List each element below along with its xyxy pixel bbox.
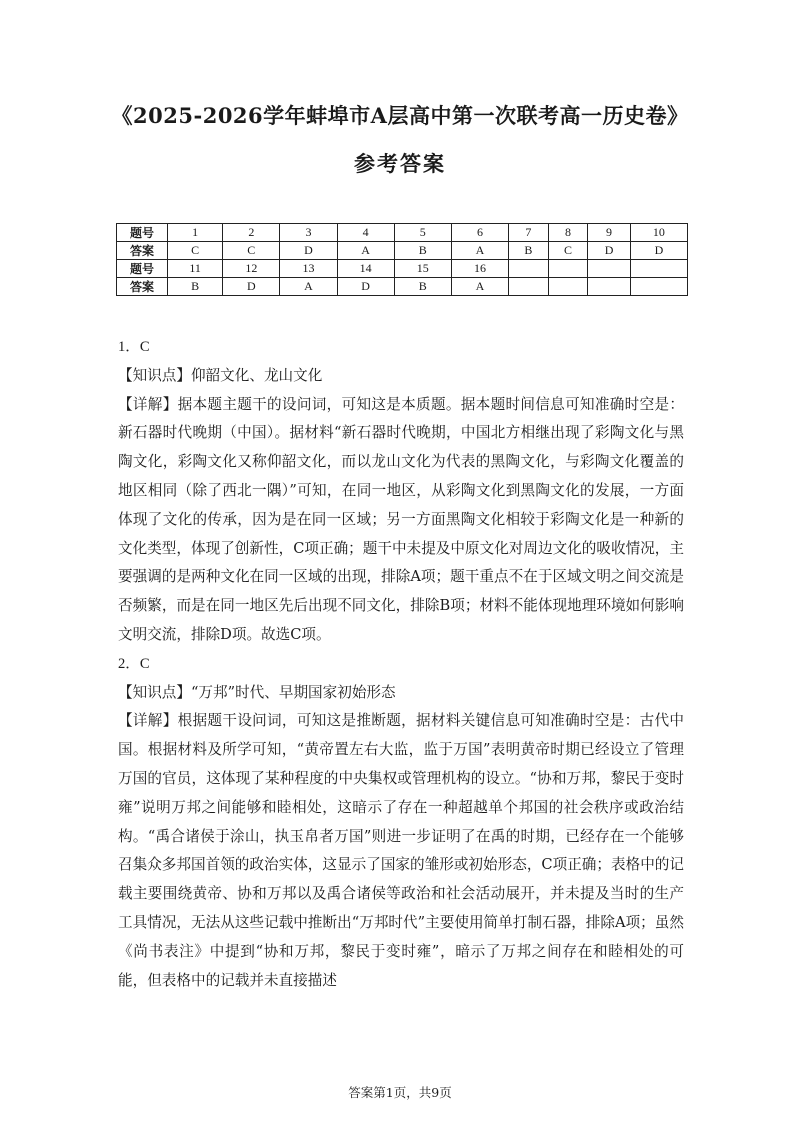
table-cell: 4 bbox=[337, 224, 394, 242]
table-cell: 9 bbox=[588, 224, 631, 242]
table-cell: A bbox=[451, 278, 508, 296]
table-cell: 6 bbox=[451, 224, 508, 242]
table-cell: B bbox=[394, 278, 451, 296]
table-cell: D bbox=[223, 278, 280, 296]
table-cell: 5 bbox=[394, 224, 451, 242]
row-header: 题号 bbox=[117, 260, 168, 278]
table-cell: 11 bbox=[168, 260, 223, 278]
table-cell: 8 bbox=[548, 224, 588, 242]
row-header: 答案 bbox=[117, 278, 168, 296]
table-cell bbox=[509, 278, 549, 296]
table-cell: 3 bbox=[280, 224, 337, 242]
table-row bbox=[117, 224, 688, 242]
table-cell bbox=[630, 260, 687, 278]
question-1-number: 1．C bbox=[118, 339, 150, 355]
document-title: 《2025-2026学年蚌埠市A层高中第一次联考高一历史卷》 bbox=[111, 103, 689, 128]
table-cell bbox=[588, 260, 631, 278]
table-cell: B bbox=[509, 242, 549, 260]
table-cell: D bbox=[337, 278, 394, 296]
table-cell: 7 bbox=[509, 224, 549, 242]
table-row bbox=[117, 260, 688, 278]
table-cell: 2 bbox=[223, 224, 280, 242]
table-cell: 15 bbox=[394, 260, 451, 278]
table-cell: A bbox=[337, 242, 394, 260]
question-1-knowledge-point: 【知识点】仰韶文化、龙山文化 bbox=[118, 366, 323, 384]
table-cell: D bbox=[630, 242, 687, 260]
table-cell: A bbox=[451, 242, 508, 260]
row-header: 答案 bbox=[117, 242, 168, 260]
table-cell: A bbox=[280, 278, 337, 296]
question-2-knowledge-point: 【知识点】“万邦”时代、早期国家初始形态 bbox=[118, 683, 396, 701]
table-cell: 14 bbox=[337, 260, 394, 278]
table-cell: C bbox=[548, 242, 588, 260]
table-cell bbox=[630, 278, 687, 296]
table-cell: 12 bbox=[223, 260, 280, 278]
answer-explanations bbox=[118, 333, 684, 995]
table-cell bbox=[509, 260, 549, 278]
table-row bbox=[117, 242, 688, 260]
table-cell bbox=[548, 260, 588, 278]
answer-table bbox=[116, 223, 688, 296]
document-subtitle: 参考答案 bbox=[354, 151, 446, 176]
table-cell: 10 bbox=[630, 224, 687, 242]
table-row bbox=[117, 278, 688, 296]
row-header: 题号 bbox=[117, 224, 168, 242]
table-cell: B bbox=[168, 278, 223, 296]
table-cell: C bbox=[168, 242, 223, 260]
table-cell bbox=[588, 278, 631, 296]
table-cell: 1 bbox=[168, 224, 223, 242]
table-cell: 13 bbox=[280, 260, 337, 278]
table-cell bbox=[548, 278, 588, 296]
table-cell: D bbox=[280, 242, 337, 260]
question-2-number: 2．C bbox=[118, 655, 150, 672]
page-footer: 答案第1页，共9页 bbox=[348, 1085, 452, 1100]
table-cell: 16 bbox=[451, 260, 508, 278]
question-1-detail: 【详解】据本题主题干的设问词，可知这是本质题。据本题时间信息可知准确时空是：新石器时代晚期（中国）。据材料“新石器时代晚期，中国北方相继出现了彩陶文化与黑陶文化，彩陶文化又称仰韶文化，而以龙山文化为代表的黑陶文化，与彩陶文化覆盖的地区相同（除了西北一隅）”可知，在同一地区，从彩陶文化到黑陶文化的发展，一方面体现了文化的传承，因为是在同一区域；另一方面黑陶文化相较于彩陶文化是一种新的文化类型，体现了创新性，C项正确；题干中未提及中原文化对周边文化的吸收情况，主要强调的是两种文化在同一区域的出现，排除A项；题干重点不在于区域文明之间交流是否频繁，而是在同一地区先后出现不同文化，排除B项；材料不能体现地理环境如何影响文明交流，排除D项。故选C项。 bbox=[118, 395, 684, 643]
table-cell: B bbox=[394, 242, 451, 260]
question-2-detail: 【详解】根据题干设问词，可知这是推断题，据材料关键信息可知准确时空是：古代中国。根据材料及所学可知，“黄帝置左右大监，监于万国”表明黄帝时期已经设立了管理万国的官员，这体现了某种程度的中央集权或管理机构的设立。“协和万邦，黎民于变时雍”说明万邦之间能够和睦相处，这暗示了存在一种超越单个邦国的社会秩序或政治结构。“禹合诸侯于涂山，执玉帛者万国”则进一步证明了在禹的时期，已经存在一个能够召集众多邦国首领的政治实体，这显示了国家的雏形或初始形态，C项正确；表格中的记载主要围绕黄帝、协和万邦以及禹合诸侯等政治和社会活动展开，并未提及当时的生产工具情况，无法从这些记载中推断出“万邦时代”主要使用简单打制石器，排除A项；虽然《尚书表注》中提到“协和万邦，黎民于变时雍”，暗示了万邦之间存在和睦相处的可能，但表格中的记载并未直接描述 bbox=[118, 712, 684, 989]
table-cell: D bbox=[588, 242, 631, 260]
table-cell: C bbox=[223, 242, 280, 260]
